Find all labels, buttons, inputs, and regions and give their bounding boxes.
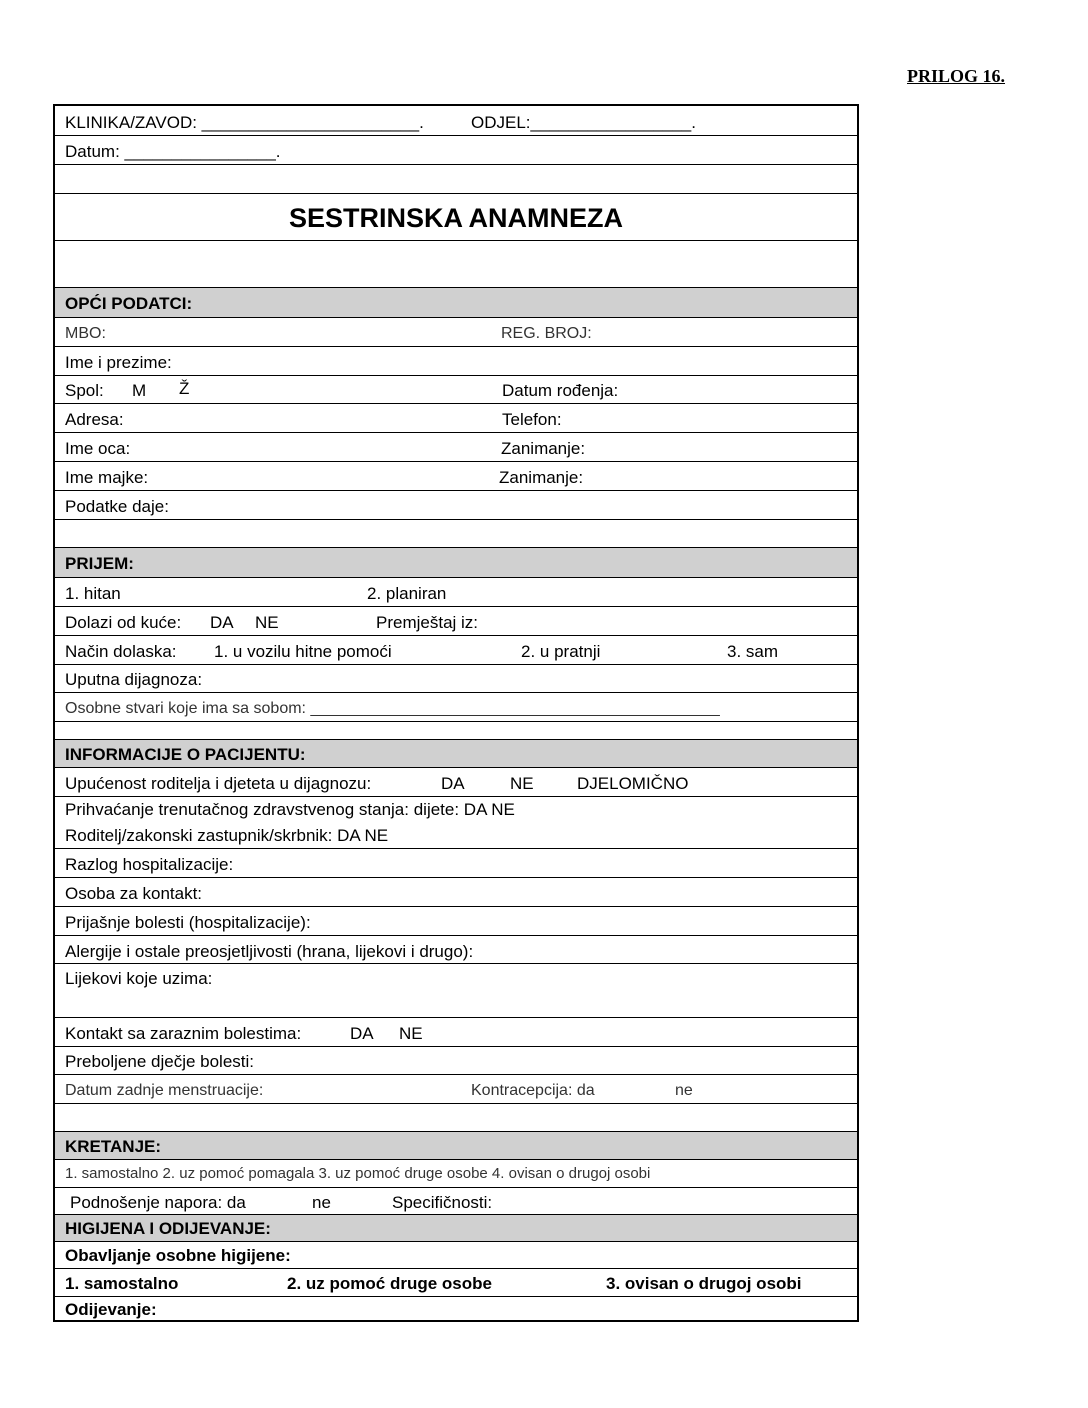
podnosenje-da-option[interactable]: Podnošenje napora: da (70, 1193, 246, 1212)
row-vrsta-prijema (55, 578, 857, 607)
row-blank-1 (55, 165, 857, 194)
row-title (55, 194, 857, 241)
upucenost-da-option[interactable]: DA (441, 774, 465, 793)
roditelj-label: Roditelj/zakonski zastupnik/skrbnik: DA NE (65, 826, 389, 845)
row-dolazi (55, 607, 857, 636)
kontakt-ne-option[interactable]: NE (399, 1024, 423, 1043)
podnosenje-ne-option[interactable]: ne (312, 1193, 331, 1212)
adresa-label: Adresa: (65, 410, 124, 429)
row-menstruacija (55, 1075, 857, 1104)
nacin-option-2[interactable]: 2. u pratnji (521, 642, 601, 661)
prihvacanje-label: Prihvaćanje trenutačnog zdravstvenog stanja: dijete: DA NE (65, 800, 515, 819)
upucenost-ne-option[interactable]: NE (510, 774, 534, 793)
row-klinika (55, 106, 857, 136)
lijekovi-label: Lijekovi koje uzima: (65, 969, 213, 988)
row-razlog (55, 849, 857, 878)
razlog-label: Razlog hospitalizacije: (65, 855, 234, 874)
ime-prezime-label: Ime i prezime: (65, 353, 172, 372)
row-prihvacanje (55, 797, 857, 849)
dolazi-da-option[interactable]: DA (210, 613, 234, 632)
section-higijena (55, 1215, 857, 1242)
odjel-field[interactable]: ODJEL:_________________. (471, 113, 696, 132)
row-alergije (55, 936, 857, 964)
section-heading: OPĆI PODATCI: (65, 294, 193, 313)
row-blank-2 (55, 241, 857, 288)
osobne-stvari-field[interactable]: Osobne stvari koje ima sa sobom: ______________________________________________ (65, 700, 720, 717)
preboljene-label: Preboljene dječje bolesti: (65, 1052, 255, 1071)
row-lijekovi (55, 964, 857, 1018)
podatke-daje-label: Podatke daje: (65, 497, 169, 516)
section-heading: INFORMACIJE O PACIJENTU: (65, 745, 306, 764)
nacin-option-1[interactable]: 1. u vozilu hitne pomoći (214, 642, 392, 661)
row-uputna (55, 665, 857, 693)
specificnosti-label: Specifičnosti: (392, 1193, 493, 1212)
premjestaj-label: Premještaj iz: (376, 613, 479, 632)
zanimanje-majke-label: Zanimanje: (499, 468, 584, 487)
attachment-label: PRILOG 16. (907, 66, 1006, 86)
row-kretanje-opcije (55, 1160, 857, 1188)
mbo-label: MBO: (65, 325, 106, 342)
kontakt-label: Kontakt sa zaraznim bolestima: (65, 1024, 302, 1043)
prijasnje-label: Prijašnje bolesti (hospitalizacije): (65, 913, 311, 932)
row-osobne-stvari (55, 693, 857, 722)
row-osoba (55, 878, 857, 907)
row-kontakt (55, 1018, 857, 1047)
row-podnosenje (55, 1188, 857, 1215)
row-nacin-dolaska (55, 636, 857, 665)
row-adresa (55, 404, 857, 433)
datum-rodjenja-label: Datum rođenja: (502, 381, 619, 400)
row-ime-oca (55, 433, 857, 462)
menstruacija-label: Datum zadnje menstruacije: (65, 1082, 264, 1099)
reg-broj-label: REG. BROJ: (501, 325, 592, 342)
row-blank-4 (55, 722, 857, 740)
kontracepcija-da-option[interactable]: Kontracepcija: da (471, 1082, 595, 1099)
samostalno-option[interactable]: 1. samostalno (65, 1274, 179, 1293)
row-datum (55, 136, 857, 165)
kontracepcija-ne-option[interactable]: ne (675, 1082, 693, 1099)
alergije-label: Alergije i ostale preosjetljivosti (hrana, lijekovi i drugo): (65, 942, 474, 961)
spol-m-option[interactable]: M (132, 381, 147, 400)
dolazi-label: Dolazi od kuće: (65, 613, 182, 632)
zanimanje-oca-label: Zanimanje: (501, 439, 586, 458)
section-heading: HIGIJENA I ODIJEVANJE: (65, 1219, 271, 1238)
nacin-option-3[interactable]: 3. sam (727, 642, 779, 661)
row-blank-3 (55, 520, 857, 548)
ime-majke-label: Ime majke: (65, 468, 149, 487)
klinika-field[interactable]: KLINIKA/ZAVOD: _______________________. (65, 113, 424, 132)
datum-field[interactable]: Datum: ________________. (65, 142, 281, 161)
row-podatke-daje (55, 491, 857, 520)
section-heading: KRETANJE: (65, 1137, 162, 1156)
row-prijasnje (55, 907, 857, 936)
form-title: SESTRINSKA ANAMNEZA (288, 203, 623, 233)
row-upucenost (55, 768, 857, 797)
kretanje-options[interactable]: 1. samostalno 2. uz pomoć pomagala 3. uz pomoć druge osobe 4. ovisan o drugoj osobi (65, 1165, 651, 1182)
spol-z-option[interactable]: Ž (179, 379, 190, 398)
section-kretanje (55, 1132, 857, 1160)
upucenost-djelomicno-option[interactable]: DJELOMIČNO (577, 774, 689, 793)
uz-pomoc-option[interactable]: 2. uz pomoć druge osobe (287, 1274, 492, 1293)
row-higijena-opcije (55, 1269, 857, 1297)
kontakt-da-option[interactable]: DA (350, 1024, 374, 1043)
row-preboljene (55, 1047, 857, 1075)
row-ime-majke (55, 462, 857, 491)
upucenost-label: Upućenost roditelja i djeteta u dijagnozu: (65, 774, 372, 793)
section-heading: PRIJEM: (65, 554, 134, 573)
section-prijem (55, 548, 857, 578)
row-spol (55, 376, 857, 404)
uputna-label: Uputna dijagnoza: (65, 670, 203, 689)
telefon-label: Telefon: (502, 410, 562, 429)
row-ime-prezime (55, 347, 857, 376)
ime-oca-label: Ime oca: (65, 439, 131, 458)
spol-label: Spol: (65, 381, 104, 400)
hitan-option[interactable]: 1. hitan (65, 584, 121, 603)
section-informacije (55, 740, 857, 768)
osoba-label: Osoba za kontakt: (65, 884, 203, 903)
nacin-label: Način dolaska: (65, 642, 177, 661)
ovisan-option[interactable]: 3. ovisan o drugoj osobi (606, 1274, 802, 1293)
odijevanje-label: Odijevanje: (65, 1300, 157, 1319)
nursing-history-form (53, 104, 859, 1322)
planiran-option[interactable]: 2. planiran (367, 584, 447, 603)
row-mbo (55, 318, 857, 347)
row-blank-5 (55, 1104, 857, 1132)
row-obavljanje (55, 1242, 857, 1269)
row-odijevanje (55, 1297, 857, 1322)
obavljanje-label: Obavljanje osobne higijene: (65, 1246, 291, 1265)
section-opci-podatci (55, 288, 857, 318)
dolazi-ne-option[interactable]: NE (255, 613, 279, 632)
